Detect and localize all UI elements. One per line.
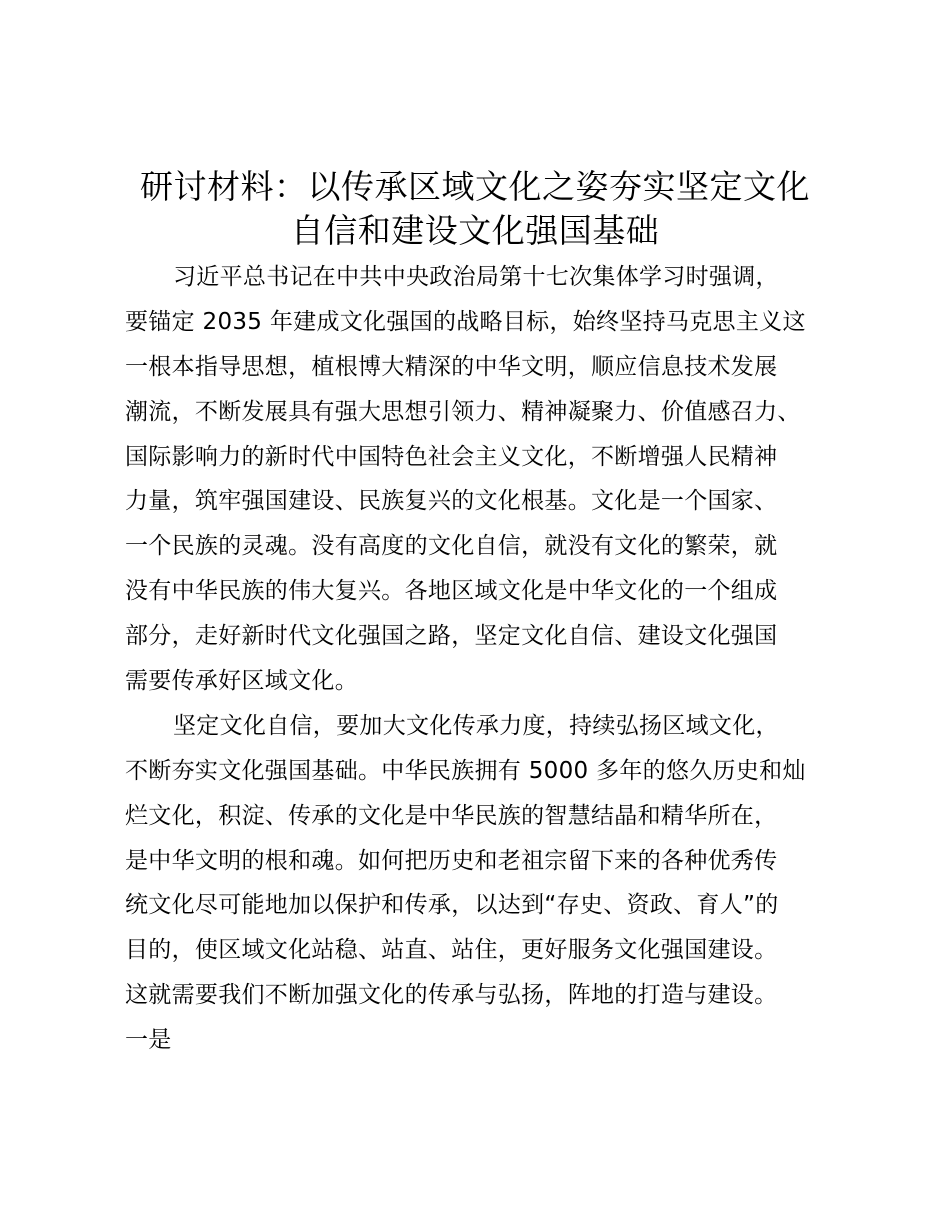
paragraph-line: 力量，筑牢强国建设、民族复兴的文化根基。文化是一个国家、: [125, 488, 778, 515]
paragraph-line: 坚定文化自信，要加大文化传承力度，持续弘扬区域文化，: [173, 712, 779, 739]
paragraph-line: 需要传承好区域文化。: [125, 668, 358, 695]
title-line-1: 研讨材料：以传承区域文化之姿夯实坚定文化: [140, 167, 810, 206]
document-title: [100, 165, 850, 253]
title-line-2: 自信和建设文化强国基础: [290, 211, 660, 250]
paragraph-line: 国际影响力的新时代中国特色社会主义文化，不断增强人民精神: [125, 443, 778, 470]
paragraph-1: [125, 255, 837, 704]
document-body: [125, 255, 837, 1063]
paragraph-line: 没有中华民族的伟大复兴。各地区域文化是中华文化的一个组成: [125, 578, 778, 605]
paragraph-line: 烂文化，积淀、传承的文化是中华民族的智慧结晶和精华所在，: [125, 802, 778, 829]
paragraph-line: 统文化尽可能地加以保护和传承，以达到“存史、资政、育人”的: [125, 892, 779, 919]
paragraph-line: 目的，使区域文化站稳、站直、站住，更好服务文化强国建设。: [125, 937, 778, 964]
paragraph-line: 一个民族的灵魂。没有高度的文化自信，就没有文化的繁荣，就: [125, 533, 778, 560]
paragraph-line: 不断夯实文化强国基础。中华民族拥有 5000 多年的悠久历史和灿: [125, 757, 806, 784]
paragraph-line: 一根本指导思想，植根博大精深的中华文明，顺应信息技术发展: [125, 353, 778, 380]
paragraph-line: 潮流，不断发展具有强大思想引领力、精神凝聚力、价值感召力、: [125, 398, 801, 425]
paragraph-line: 要锚定 2035 年建成文化强国的战略目标，始终坚持马克思主义这: [125, 308, 806, 335]
paragraph-2: [125, 704, 837, 1063]
paragraph-line: 这就需要我们不断加强文化的传承与弘扬，阵地的打造与建设。: [125, 982, 778, 1009]
paragraph-line: 是中华文明的根和魂。如何把历史和老祖宗留下来的各种优秀传: [125, 847, 778, 874]
paragraph-line: 一是: [125, 1027, 172, 1054]
paragraph-line: 习近平总书记在中共中央政治局第十七次集体学习时强调，: [173, 264, 779, 290]
paragraph-line: 部分，走好新时代文化强国之路，坚定文化自信、建设文化强国: [125, 623, 778, 650]
